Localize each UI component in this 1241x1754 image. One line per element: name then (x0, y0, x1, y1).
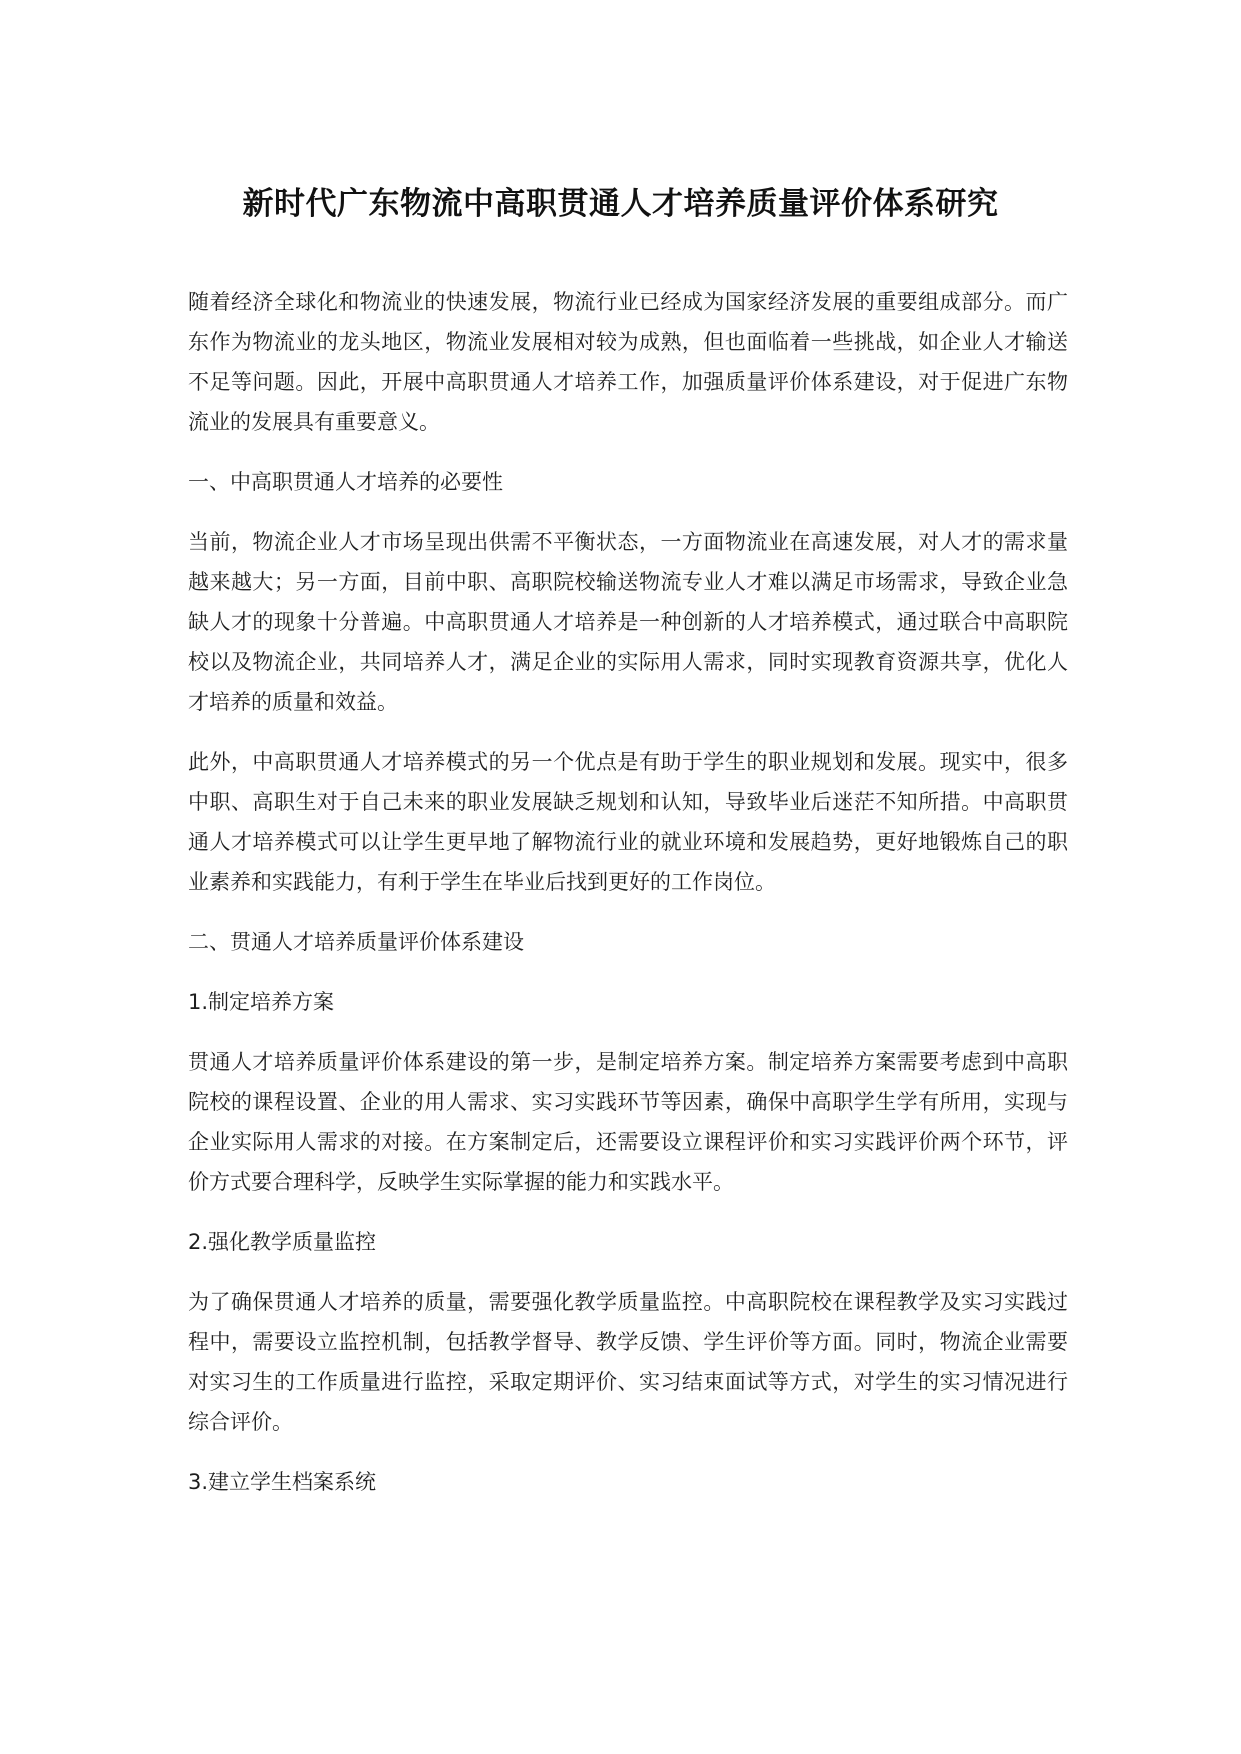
intro-paragraph: 随着经济全球化和物流业的快速发展，物流行业已经成为国家经济发展的重要组成部分。而广东作为物流业的龙头地区，物流业发展相对较为成熟，但也面临着一些挑战，如企业人才输送不足等问题。因此，开展中高职贯通人才培养工作，加强质量评价体系建设，对于促进广东物流业的发展具有重要意义。 (188, 290, 1068, 434)
subsection-2-paragraph: 为了确保贯通人才培养的质量，需要强化教学质量监控。中高职院校在课程教学及实习实践过程中，需要设立监控机制，包括教学督导、教学反馈、学生评价等方面。同时，物流企业需要对实习生的工作质量进行监控，采取定期评价、实习结束面试等方式，对学生的实习情况进行综合评价。 (188, 1290, 1068, 1434)
subsection-1-paragraph: 贯通人才培养质量评价体系建设的第一步，是制定培养方案。制定培养方案需要考虑到中高职院校的课程设置、企业的用人需求、实习实践环节等因素，确保中高职学生学有所用，实现与企业实际用人需求的对接。在方案制定后，还需要设立课程评价和实习实践评价两个环节，评价方式要合理科学，反映学生实际掌握的能力和实践水平。 (188, 1050, 1068, 1194)
section-1-paragraph-1: 当前，物流企业人才市场呈现出供需不平衡状态，一方面物流业在高速发展，对人才的需求量越来越大；另一方面，目前中职、高职院校输送物流专业人才难以满足市场需求，导致企业急缺人才的现象十分普遍。中高职贯通人才培养是一种创新的人才培养模式，通过联合中高职院校以及物流企业，共同培养人才，满足企业的实际用人需求，同时实现教育资源共享，优化人才培养的质量和效益。 (188, 530, 1068, 714)
section-1-paragraph-2: 此外，中高职贯通人才培养模式的另一个优点是有助于学生的职业规划和发展。现实中，很多中职、高职生对于自己未来的职业发展缺乏规划和认知，导致毕业后迷茫不知所措。中高职贯通人才培养模式可以让学生更早地了解物流行业的就业环境和发展趋势，更好地锻炼自己的职业素养和实践能力，有利于学生在毕业后找到更好的工作岗位。 (188, 750, 1068, 894)
subsection-1-heading: 1.制定培养方案 (188, 990, 335, 1014)
document-title: 新时代广东物流中高职贯通人才培养质量评价体系研究 (242, 186, 999, 222)
subsection-3-heading: 3.建立学生档案系统 (188, 1470, 377, 1494)
subsection-2-heading: 2.强化教学质量监控 (188, 1230, 377, 1254)
section-2-heading: 二、贯通人才培养质量评价体系建设 (188, 930, 524, 954)
document-body (188, 282, 1068, 1522)
section-1-heading: 一、中高职贯通人才培养的必要性 (188, 470, 503, 494)
